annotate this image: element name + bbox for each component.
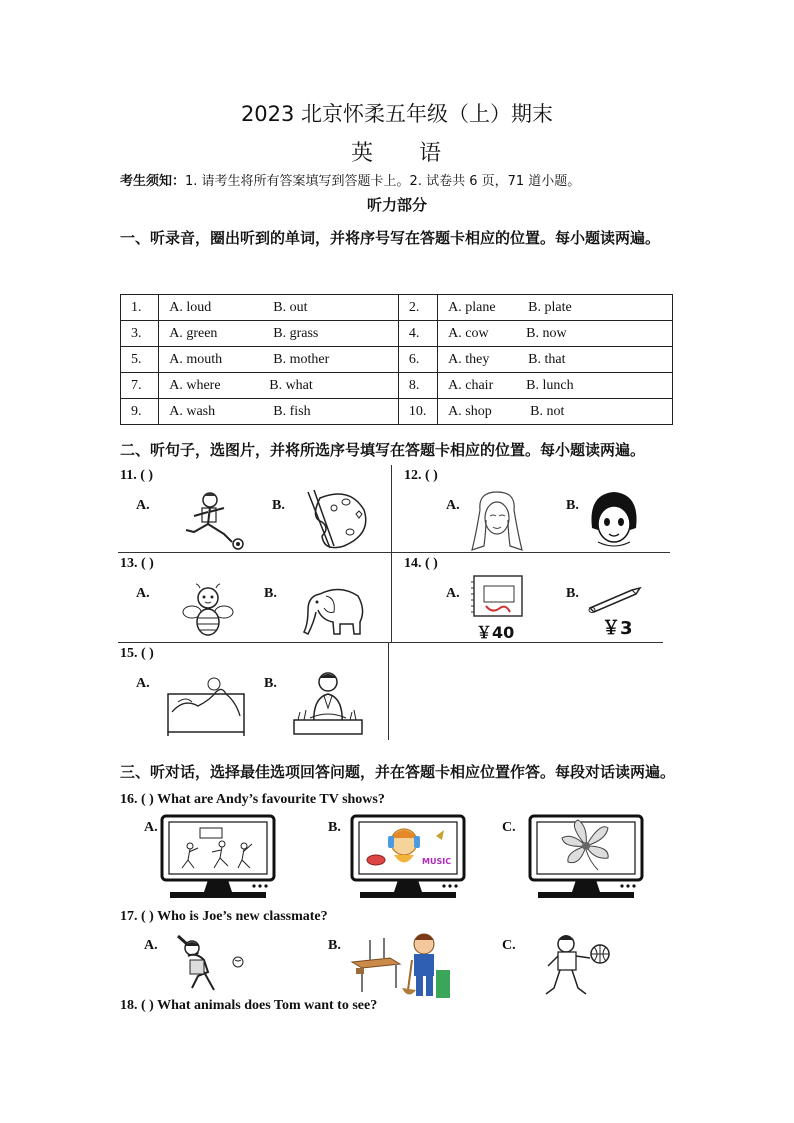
grid-divider (118, 642, 663, 643)
word-table (120, 294, 673, 425)
q13-option-a[interactable]: A. (136, 586, 150, 601)
short-hair-girl-icon (586, 490, 642, 552)
question-15: 15. ( ) (120, 646, 154, 661)
question-11: 11. ( ) (120, 468, 154, 483)
question-number: 8. (398, 373, 437, 399)
option-b[interactable]: B. fish (273, 403, 311, 419)
grid-divider (391, 553, 392, 642)
q12-option-a[interactable]: A. (446, 498, 460, 513)
q11-option-a[interactable]: A. (136, 498, 150, 513)
page-title: 2023 北京怀柔五年级（上）期末 (240, 102, 554, 126)
part-title: 听力部分 (366, 196, 427, 214)
tv-sports-icon (160, 814, 276, 900)
q16-option-a[interactable]: A. (144, 820, 158, 835)
grid-divider (391, 465, 392, 552)
paint-palette-icon (300, 488, 370, 552)
price-40: ￥40 (476, 623, 515, 642)
tv-flower-icon (528, 814, 644, 900)
question-number: 4. (398, 321, 437, 347)
option-b[interactable]: B. now (526, 325, 567, 341)
basketball-player-icon (538, 932, 616, 1000)
q14-option-a[interactable]: A. (446, 586, 460, 601)
question-13: 13. ( ) (120, 556, 154, 571)
word-options (438, 295, 673, 321)
q17-option-b[interactable]: B. (328, 938, 341, 953)
question-18: 18. ( ) What animals does Tom want to see? (120, 998, 378, 1013)
notice-text: 1. 请考生将所有答案填写到答题卡上。2. 试卷共 6 页，71 道小题。 (185, 174, 581, 189)
question-number: 7. (121, 373, 159, 399)
subject-char-1: 英 (350, 141, 375, 166)
option-a[interactable]: A. shop (448, 403, 492, 419)
section3-instruction: 三、听对话，选择最佳选项回答问题，并在答题卡相应位置作答。每段对话读两遍。 (120, 763, 676, 781)
question-number: 1. (121, 295, 159, 321)
word-options (438, 373, 673, 399)
option-b[interactable]: B. plate (528, 299, 572, 315)
q17-option-c[interactable]: C. (502, 938, 516, 953)
option-a[interactable]: A. they (448, 351, 490, 367)
section1-instruction: 一、听录音，圈出听到的单词，并将序号写在答题卡相应的位置。每小题读两遍。 (120, 229, 661, 247)
option-a[interactable]: A. cow (448, 325, 489, 341)
q16-option-b[interactable]: B. (328, 820, 341, 835)
option-b[interactable]: B. mother (273, 351, 330, 367)
price-3: ￥3 (602, 618, 633, 639)
option-a[interactable]: A. mouth (169, 351, 223, 367)
question-16: 16. ( ) What are Andy’s favourite TV shows? (120, 792, 385, 807)
long-hair-girl-icon (468, 490, 526, 552)
question-17: 17. ( ) Who is Joe’s new classmate? (120, 909, 328, 924)
pencil-icon (586, 584, 646, 614)
bee-icon (180, 582, 236, 638)
bed-scene-icon (164, 672, 250, 738)
section2-instruction: 二、听句子，选图片，并将所选序号填写在答题卡相应的位置。每小题读两遍。 (120, 441, 646, 459)
question-number: 3. (121, 321, 159, 347)
option-b[interactable]: B. out (273, 299, 308, 315)
question-12: 12. ( ) (404, 468, 438, 483)
table-row (121, 399, 673, 425)
question-number: 6. (398, 347, 437, 373)
subject-char-2: 语 (419, 141, 444, 166)
table-row (121, 347, 673, 373)
elephant-icon (300, 582, 368, 638)
option-a[interactable]: A. green (169, 325, 218, 341)
q13-option-b[interactable]: B. (264, 586, 277, 601)
exam-notice (120, 170, 580, 189)
baseball-player-icon (168, 932, 248, 996)
option-a[interactable]: A. chair (448, 377, 494, 393)
q15-option-b[interactable]: B. (264, 676, 277, 691)
q11-option-b[interactable]: B. (272, 498, 285, 513)
word-options (438, 321, 673, 347)
option-a[interactable]: A. where (169, 377, 221, 393)
option-b[interactable]: B. what (269, 377, 313, 393)
option-b[interactable]: B. not (530, 403, 565, 419)
subject-title (0, 136, 794, 167)
grid-divider (118, 552, 670, 553)
word-options (159, 373, 399, 399)
cleaning-boy-icon (350, 930, 454, 1002)
option-b[interactable]: B. grass (273, 325, 319, 341)
grid-divider (388, 643, 389, 740)
q15-option-a[interactable]: A. (136, 676, 150, 691)
word-options (159, 295, 399, 321)
question-number: 9. (121, 399, 159, 425)
option-a[interactable]: A. wash (169, 403, 216, 419)
table-row (121, 295, 673, 321)
word-options (438, 347, 673, 373)
q17-option-a[interactable]: A. (144, 938, 158, 953)
question-number: 10. (398, 399, 437, 425)
word-options (438, 399, 673, 425)
question-14: 14. ( ) (404, 556, 438, 571)
notebook-icon (470, 574, 530, 618)
option-b[interactable]: B. that (528, 351, 566, 367)
soccer-player-icon (180, 490, 250, 550)
question-number: 5. (121, 347, 159, 373)
option-b[interactable]: B. lunch (526, 377, 574, 393)
q12-option-b[interactable]: B. (566, 498, 579, 513)
word-options (159, 347, 399, 373)
option-a[interactable]: A. loud (169, 299, 212, 315)
option-a[interactable]: A. plane (448, 299, 496, 315)
question-number: 2. (398, 295, 437, 321)
word-options (159, 399, 399, 425)
music-label: MUSIC (422, 857, 452, 866)
q14-option-b[interactable]: B. (566, 586, 579, 601)
man-cooking-icon (290, 668, 366, 740)
q16-option-c[interactable]: C. (502, 820, 516, 835)
notice-label: 考生须知： (120, 174, 186, 189)
table-row (121, 373, 673, 399)
tv-music-icon (350, 814, 466, 900)
table-row (121, 321, 673, 347)
word-options (159, 321, 399, 347)
